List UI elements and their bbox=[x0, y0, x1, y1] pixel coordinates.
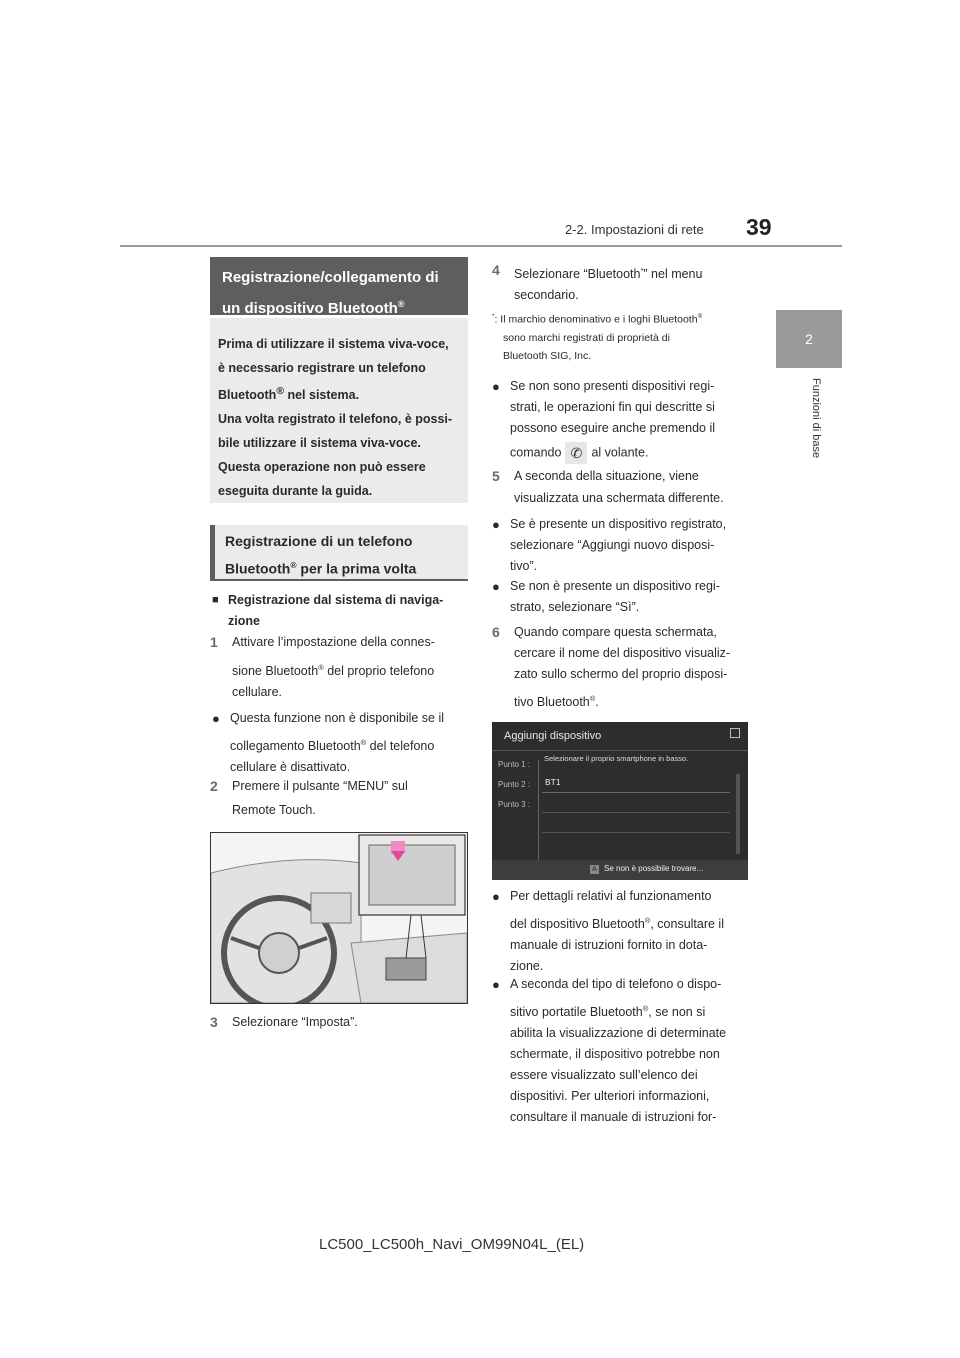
document-footer-code: LC500_LC500h_Navi_OM99N04L_(EL) bbox=[319, 1236, 585, 1253]
device-name: BT1 bbox=[545, 777, 561, 787]
chapter-label: Funzioni di base bbox=[810, 378, 822, 459]
screen-title: Aggiungi dispositivo bbox=[504, 730, 602, 742]
section-heading-line2: un dispositivo Bluetooth® bbox=[222, 299, 405, 317]
subsection-heading-first-time: Registrazione di un telefono Bluetooth® per la prima volta bbox=[210, 525, 468, 581]
dashboard-drawing bbox=[211, 833, 467, 1003]
screen-footer bbox=[492, 860, 748, 880]
punto-1: Punto 1 : bbox=[498, 760, 531, 769]
intro-box: Prima di utilizzare il sistema viva-voce, è necessario registrare un telefono Bluetooth® nel sistema. Una volta registrato il telefono, è possi- bile utilizzare il sistema viva-voce. Questa operazione non può essere eseguita durante la guida. bbox=[210, 318, 468, 503]
dashboard-illustration bbox=[210, 832, 468, 1004]
header-rule bbox=[120, 245, 842, 247]
section-heading-registration bbox=[210, 257, 468, 315]
scrollbar[interactable] bbox=[736, 774, 740, 854]
a-button-icon: A bbox=[590, 865, 599, 874]
screen-instruction: Selezionare il proprio smartphone in basso. bbox=[544, 754, 689, 763]
punto-3: Punto 3 : bbox=[498, 800, 531, 809]
trademark-footnote: *: Il marchio denominativo e i loghi Bluetooth® sono marchi registrati di proprietà di Bluetooth SIG, Inc. bbox=[492, 313, 703, 362]
device-list-item[interactable] bbox=[542, 774, 730, 793]
section-heading-line1: Registrazione/collegamento di bbox=[222, 269, 439, 286]
phone-icon: ✆ bbox=[565, 442, 587, 464]
settings-icon bbox=[730, 728, 740, 738]
page-number: 39 bbox=[746, 214, 772, 240]
punto-2: Punto 2 : bbox=[498, 780, 531, 789]
add-device-screen bbox=[492, 722, 748, 880]
running-header-section: 2-2. Impostazioni di rete bbox=[565, 222, 704, 237]
chapter-tab: 2 bbox=[776, 310, 842, 368]
cannot-find-button[interactable]: Se non è possibile trovare... bbox=[604, 864, 704, 873]
